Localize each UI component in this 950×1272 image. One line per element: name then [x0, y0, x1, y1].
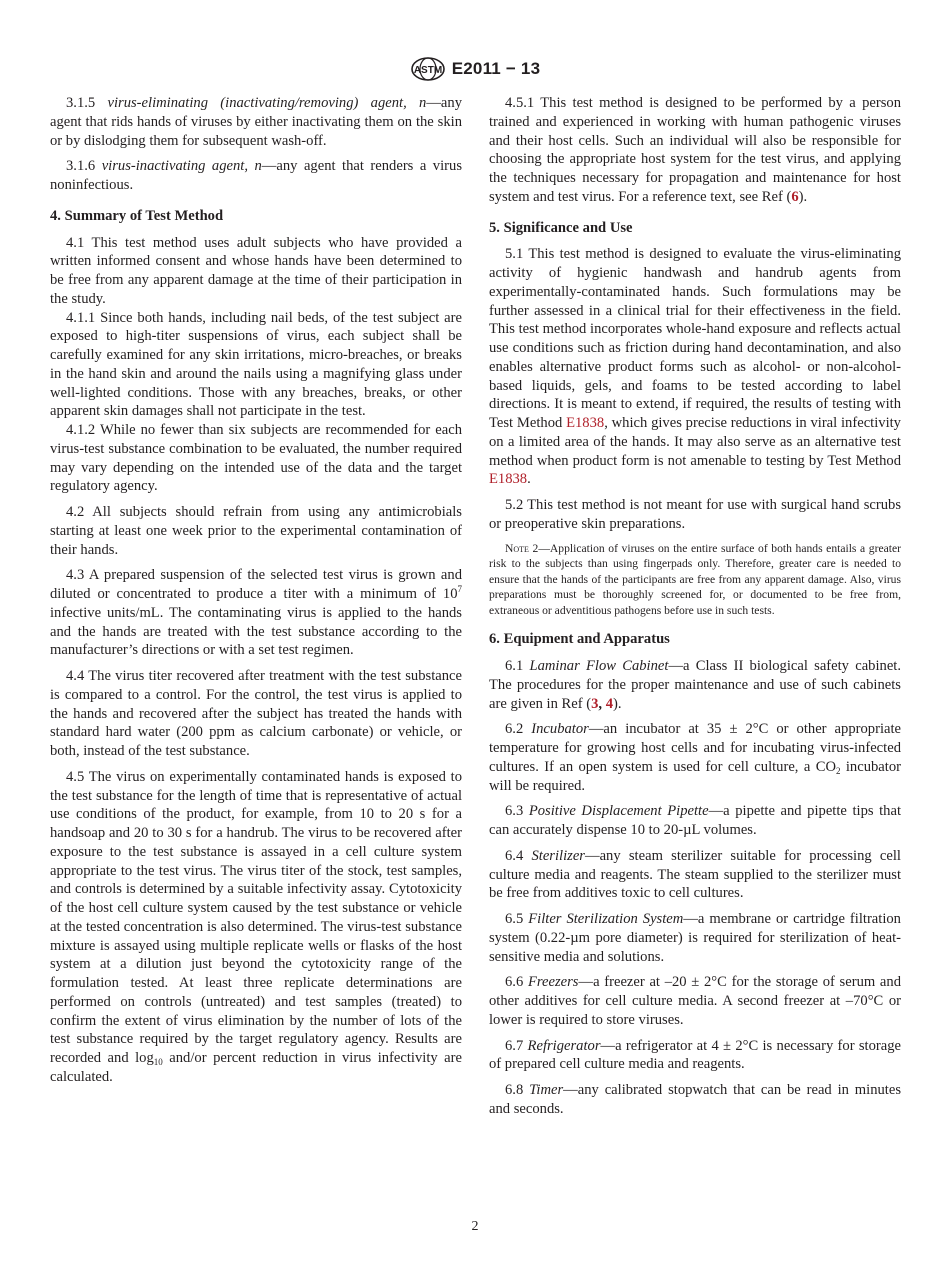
paragraph-4-1-2: 4.1.2 While no fewer than six subjects are recommended for each virus-test substance combination to be evaluated, the number required may vary depending on the intended use of the data and the target regulatory agency.	[50, 422, 462, 495]
section-heading-4: 4. Summary of Test Method	[50, 207, 224, 224]
section-heading-6: 6. Equipment and Apparatus	[489, 631, 670, 648]
term: Freezers	[527, 974, 579, 991]
term: Positive Displacement Pipette	[528, 803, 709, 820]
astm-logo-icon	[410, 56, 446, 82]
reference-link-6[interactable]: 6	[791, 188, 799, 205]
paragraph-4-1-1: 4.1.1 Since both hands, including nail beds, of the test subject are exposed to high-titer suspensions of virus, each subject shall be carefully examined for any skin irritations, micro-breaches, or breaks in the hand skin and around the nails using a magnifying glass under well-lighted conditions. Those with any breaches, breaks, or other apparent skin damages shall not participate in the test.	[50, 309, 462, 420]
paragraph-6-1: 6.1 Laminar Flow Cabinet—a Class II biological safety cabinet. The procedures for the proper maintenance and use of such cabinets are given in Ref (3, 4).	[489, 658, 901, 712]
term: Refrigerator	[527, 1037, 601, 1054]
page-number: 2	[471, 1219, 479, 1234]
paragraph-6-8: 6.8 Timer—any calibrated stopwatch that can be read in minutes and seconds.	[489, 1082, 902, 1117]
term: Laminar Flow Cabinet	[529, 658, 669, 675]
paragraph-6-6: 6.6 Freezers—a freezer at –20 ± 2°C for the storage of serum and other additives for cell culture media. A second freezer at –70°C or lower is required to store viruses.	[489, 974, 902, 1028]
term: virus-eliminating (inactivating/removing) agent,	[107, 95, 407, 111]
reference-link-4[interactable]: 4	[605, 695, 614, 712]
term: Timer	[529, 1082, 564, 1099]
paragraph-6-5: 6.5 Filter Sterilization System—a membrane or cartridge filtration system (0.22-µm pore diameter) is required for sterilization of heat-sensitive media and solutions.	[489, 911, 901, 965]
left-column	[50, 94, 462, 1094]
right-column	[489, 94, 901, 1126]
paragraph-6-2: 6.2 Incubator—an incubator at 35 ± 2°C or other appropriate temperature for growing host cells and for incubating virus-infected cultures. If an open system is used for cell culture, a $CO_2$ incubator will be required.	[489, 721, 902, 794]
standard-link-e1838[interactable]: E1838	[489, 471, 528, 488]
term: virus-inactivating agent, n	[101, 158, 262, 175]
term: Filter Sterilization System	[528, 911, 684, 928]
paragraph-4-5: 4.5 The virus on experimentally contaminated hands is exposed to the test substance for the length of time that is representative of actual use conditions of the product, for example, from 10 to 20 s for a handsoap and 20 to 30 s for a handrub. The virus to be recovered after exposure to the test substance is assayed in a cell culture system appropriate to the test virus. The virus titer of the stock, test samples, and controls is determined by a suitable infectivity assay. Cytotoxicity of the host cell culture system caused by the test substance or vehicle at the tested concentration is also determined. The virus-test substance mixture is assayed using multiple replicate wells or flasks of the host system at a dilution just beyond the cytotoxicity range of the formulation tested. At least three replicate determinations are performed on controls (untreated) and test samples (treated) to confirm the extent of virus elimination by the number of lots of the test substance required by the target regulatory agency. Results are recorded and $\log_{10} and/or$ percent reduction in virus infectivity are calculated.	[50, 768, 462, 1085]
svg-text:ASTM: ASTM	[413, 65, 442, 76]
paragraph-3-1-6: 3.1.6 virus-inactivating agent, n—any agent that renders a virus noninfectious.	[50, 158, 462, 193]
paragraph-4-5-1: 4.5.1 This test method is designed to be performed by a person trained and experienced in working with human pathogenic viruses and their host cells. Such an individual will also be responsible for choosing the appropriate host system for the test virus, and applying the techniques necessary for propagation and maintenance for host system and test virus. For a reference text, see Ref (6).	[489, 95, 901, 205]
paragraph-6-7: 6.7 Refrigerator—a refrigerator at 4 ± 2°C is necessary for storage of prepared cell culture media and reagents.	[489, 1037, 901, 1073]
reference-link-3[interactable]: 3	[591, 695, 599, 712]
term: Sterilizer	[531, 847, 585, 864]
paragraph-4-3: 4.3 A prepared suspension of the selected test virus is grown and diluted or concentrated to produce a titer with a minimum of $10^7$ infective units/mL. The contaminating virus is applied to the hands and the hands are treated with the test substance according to the manufacturer’s directions or with a set test regimen.	[50, 567, 462, 659]
paragraph-4-4: 4.4 The virus titer recovered after treatment with the test substance is compared to a control. For the control, the test virus is applied to the hands and recovered after the subject has treated the hands with standard hard water (200 ppm as calcium carbonate) or vehicle, or both, instead of the test substance.	[50, 668, 462, 759]
paragraph-3-1-5: 3.1.5 virus-eliminating (inactivating/removing) agent, n—any agent that rids hands of viruses by either inactivating them on the skin or by dislodging them for subsequent wash-off.	[50, 95, 462, 149]
paragraph-4-2: 4.2 All subjects should refrain from using any antimicrobials starting at least one week prior to the experimental contamination of their hands.	[50, 504, 462, 558]
section-heading-5: 5. Significance and Use	[489, 219, 633, 236]
note-2: Note 2—Application of viruses on the entire surface of both hands entails a greater risk to the subjects than using fingerpads only. Therefore, greater care is needed to ensure that the hands of the participants are free from any apparent damage. Also, virus preparations must be thoroughly screened for, or documented to be free from, extraneous or adventitious pathogens before use in such tests.	[489, 541, 901, 617]
term: Incubator	[531, 721, 589, 738]
document-header	[0, 56, 950, 84]
standard-link-e1838[interactable]: E1838	[566, 415, 605, 431]
standard-designation: E2011 − 13	[451, 59, 541, 78]
paragraph-5-2: 5.2 This test method is not meant for use with surgical hand scrubs or preoperative skin preparations.	[489, 497, 901, 532]
paragraph-6-4: 6.4 Sterilizer—any steam sterilizer suitable for processing cell culture media and reagents. The steam supplied to the sterilizer must be free from additives toxic to cell cultures.	[489, 847, 901, 902]
paragraph-4-1: 4.1 This test method uses adult subjects who have provided a written informed consent and whose hands have been determined to be free from any apparent damage at the time of their participation in the study.	[50, 234, 462, 307]
paragraph-6-3: 6.3 Positive Displacement Pipette—a pipette and pipette tips that can accurately dispense 10 to 20-µL volumes.	[489, 803, 902, 839]
paragraph-5-1: 5.1 This test method is designed to evaluate the virus-eliminating activity of hygienic handwash and handrub agents from experimentally-contaminated hands. Such formulations may be further assessed in a clinical trial for their effectiveness in the field. This test method incorporates whole-hand exposure and reflects actual use conditions such as friction during hand decontamination, and also enables alternative product forms such as alcohol- or non-alcohol-based liquids, gels, and foams to be tested according to label directions. It is meant to extend, if required, the results of testing with Test Method E1838, which gives precise reductions in viral infectivity on a limited area of the hands. It may also serve as an alternative test method when product form is not amenable to testing by Test Method E1838.	[489, 246, 901, 488]
